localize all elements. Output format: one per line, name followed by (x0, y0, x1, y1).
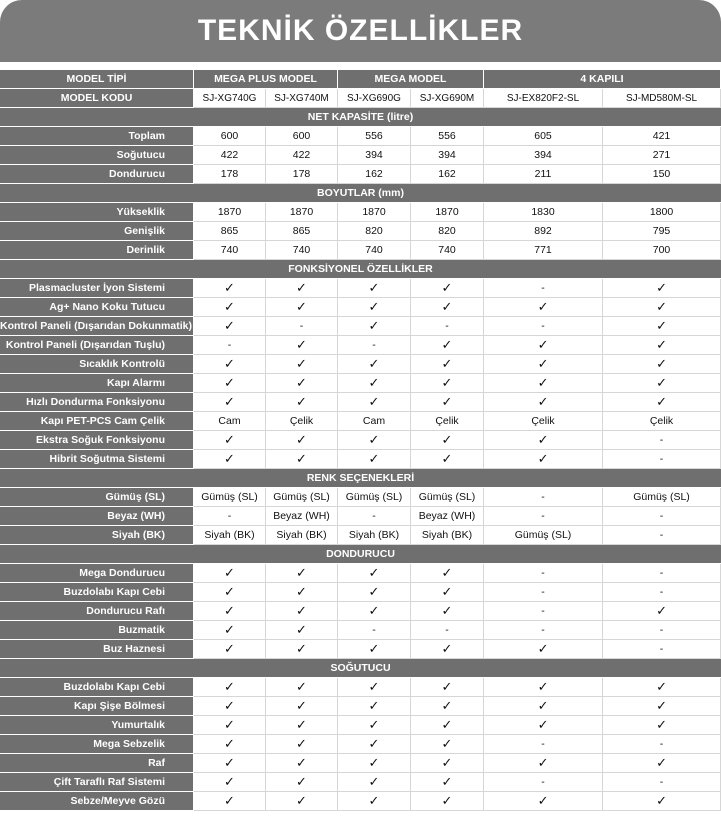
row-label: Buz Haznesi (0, 640, 194, 659)
row-label: Sıcaklık Kontrolü (0, 355, 194, 374)
check-icon: ✓ (338, 279, 411, 298)
table-row (0, 754, 721, 773)
table-row (0, 165, 721, 184)
check-icon: ✓ (266, 336, 338, 355)
check-icon: ✓ (266, 678, 338, 697)
row-label: Buzdolabı Kapı Cebi (0, 678, 194, 697)
check-icon: ✓ (266, 602, 338, 621)
table-cell: 394 (411, 146, 484, 165)
section-header-row (0, 108, 721, 127)
table-row (0, 640, 721, 659)
table-row (0, 355, 721, 374)
table-cell: 865 (266, 222, 338, 241)
row-label: Genişlik (0, 222, 194, 241)
check-icon: ✓ (411, 697, 484, 716)
table-cell: 740 (338, 241, 411, 260)
table-cell: - (484, 317, 603, 336)
check-icon: ✓ (603, 754, 721, 773)
table-cell: - (484, 583, 603, 602)
check-icon: ✓ (411, 792, 484, 811)
model-code: SJ-XG690M (411, 89, 484, 108)
table-row (0, 602, 721, 621)
table-cell: 740 (266, 241, 338, 260)
table-cell: 600 (266, 127, 338, 146)
check-icon: ✓ (484, 697, 603, 716)
check-icon: ✓ (194, 298, 266, 317)
check-icon: ✓ (411, 393, 484, 412)
table-row (0, 431, 721, 450)
table-cell: 421 (603, 127, 721, 146)
table-cell: - (603, 621, 721, 640)
table-cell: Çelik (484, 412, 603, 431)
check-icon: ✓ (484, 450, 603, 469)
section-header-row (0, 260, 721, 279)
check-icon: ✓ (266, 735, 338, 754)
row-label: Kontrol Paneli (Dışarıdan Tuşlu) (0, 336, 194, 355)
table-cell: 700 (603, 241, 721, 260)
table-cell: 1800 (603, 203, 721, 222)
check-icon: ✓ (266, 450, 338, 469)
group-4-kapili: 4 KAPILI (484, 70, 721, 89)
table-cell: Çelik (411, 412, 484, 431)
row-label: Kontrol Paneli (Dışarıdan Dokunmatik) (0, 317, 194, 336)
check-icon: ✓ (411, 678, 484, 697)
table-cell: Gümüş (SL) (338, 488, 411, 507)
check-icon: ✓ (194, 602, 266, 621)
table-cell: - (484, 279, 603, 298)
table-row (0, 146, 721, 165)
check-icon: ✓ (411, 298, 484, 317)
check-icon: ✓ (194, 431, 266, 450)
section-header-row (0, 659, 721, 678)
table-cell: - (484, 621, 603, 640)
model-code: SJ-MD580M-SL (603, 89, 721, 108)
model-code: SJ-EX820F2-SL (484, 89, 603, 108)
section-title: RENK SEÇENEKLERİ (0, 469, 721, 488)
check-icon: ✓ (603, 317, 721, 336)
check-icon: ✓ (266, 583, 338, 602)
table-row (0, 507, 721, 526)
check-icon: ✓ (194, 640, 266, 659)
table-row (0, 412, 721, 431)
table-cell: 178 (266, 165, 338, 184)
check-icon: ✓ (484, 716, 603, 735)
table-cell: 162 (411, 165, 484, 184)
table-row (0, 621, 721, 640)
table-row (0, 241, 721, 260)
table-row (0, 279, 721, 298)
table-cell: 865 (194, 222, 266, 241)
table-row (0, 697, 721, 716)
table-row (0, 374, 721, 393)
table-row (0, 488, 721, 507)
check-icon: ✓ (411, 279, 484, 298)
check-icon: ✓ (266, 279, 338, 298)
check-icon: ✓ (484, 678, 603, 697)
model-kodu-label: MODEL KODU (0, 89, 194, 108)
check-icon: ✓ (266, 564, 338, 583)
check-icon: ✓ (338, 431, 411, 450)
table-cell: - (603, 507, 721, 526)
check-icon: ✓ (411, 754, 484, 773)
table-cell: 605 (484, 127, 603, 146)
check-icon: ✓ (411, 716, 484, 735)
section-title: SOĞUTUCU (0, 659, 721, 678)
table-cell: - (484, 564, 603, 583)
table-cell: - (603, 431, 721, 450)
section-header-row (0, 184, 721, 203)
table-cell: - (484, 488, 603, 507)
check-icon: ✓ (338, 754, 411, 773)
table-cell: Beyaz (WH) (266, 507, 338, 526)
check-icon: ✓ (266, 792, 338, 811)
check-icon: ✓ (194, 279, 266, 298)
check-icon: ✓ (338, 602, 411, 621)
check-icon: ✓ (194, 773, 266, 792)
table-cell: - (484, 773, 603, 792)
check-icon: ✓ (411, 583, 484, 602)
title-bar (0, 0, 721, 62)
check-icon: ✓ (194, 697, 266, 716)
table-cell: Beyaz (WH) (411, 507, 484, 526)
check-icon: ✓ (603, 279, 721, 298)
check-icon: ✓ (411, 735, 484, 754)
section-title: DONDURUCU (0, 545, 721, 564)
check-icon: ✓ (484, 374, 603, 393)
row-label: Plasmacluster İyon Sistemi (0, 279, 194, 298)
table-cell: Gümüş (SL) (411, 488, 484, 507)
check-icon: ✓ (338, 735, 411, 754)
check-icon: ✓ (338, 355, 411, 374)
table-row (0, 526, 721, 545)
model-code: SJ-XG690G (338, 89, 411, 108)
row-label: Kapı Alarmı (0, 374, 194, 393)
table-cell: Gümüş (SL) (194, 488, 266, 507)
table-cell: Cam (338, 412, 411, 431)
check-icon: ✓ (411, 640, 484, 659)
check-icon: ✓ (194, 564, 266, 583)
table-row (0, 317, 721, 336)
check-icon: ✓ (338, 678, 411, 697)
row-label: Buzdolabı Kapı Cebi (0, 583, 194, 602)
table-cell: - (603, 564, 721, 583)
table-row (0, 222, 721, 241)
header-row-model-tipi (0, 70, 721, 89)
row-label: Sebze/Meyve Gözü (0, 792, 194, 811)
table-cell: 1870 (194, 203, 266, 222)
row-label: Yumurtalık (0, 716, 194, 735)
check-icon: ✓ (484, 431, 603, 450)
check-icon: ✓ (194, 621, 266, 640)
row-label: Derinlik (0, 241, 194, 260)
check-icon: ✓ (338, 716, 411, 735)
table-cell: 394 (338, 146, 411, 165)
table-cell: Siyah (BK) (338, 526, 411, 545)
page-title: TEKNİK ÖZELLİKLER (197, 14, 524, 47)
table-cell: 795 (603, 222, 721, 241)
check-icon: ✓ (338, 450, 411, 469)
table-cell: 271 (603, 146, 721, 165)
table-row (0, 127, 721, 146)
check-icon: ✓ (194, 792, 266, 811)
check-icon: ✓ (266, 298, 338, 317)
row-label: Ekstra Soğuk Fonksiyonu (0, 431, 194, 450)
check-icon: ✓ (266, 716, 338, 735)
check-icon: ✓ (484, 355, 603, 374)
table-row (0, 393, 721, 412)
table-cell: - (603, 773, 721, 792)
section-title: FONKSİYONEL ÖZELLİKLER (0, 260, 721, 279)
check-icon: ✓ (338, 393, 411, 412)
table-cell: 556 (411, 127, 484, 146)
table-cell: - (484, 507, 603, 526)
table-cell: 150 (603, 165, 721, 184)
table-cell: - (484, 602, 603, 621)
check-icon: ✓ (338, 374, 411, 393)
check-icon: ✓ (411, 431, 484, 450)
check-icon: ✓ (194, 450, 266, 469)
check-icon: ✓ (266, 393, 338, 412)
row-label: Yükseklik (0, 203, 194, 222)
table-cell: 162 (338, 165, 411, 184)
table-cell: - (194, 336, 266, 355)
check-icon: ✓ (484, 298, 603, 317)
row-label: Gümüş (SL) (0, 488, 194, 507)
table-row (0, 716, 721, 735)
table-cell: 1870 (338, 203, 411, 222)
check-icon: ✓ (194, 393, 266, 412)
table-cell: Siyah (BK) (194, 526, 266, 545)
table-row (0, 735, 721, 754)
check-icon: ✓ (338, 583, 411, 602)
table-cell: 178 (194, 165, 266, 184)
table-cell: 422 (266, 146, 338, 165)
check-icon: ✓ (338, 298, 411, 317)
check-icon: ✓ (266, 355, 338, 374)
table-cell: 820 (338, 222, 411, 241)
model-code: SJ-XG740G (194, 89, 266, 108)
check-icon: ✓ (411, 602, 484, 621)
row-label: Kapı PET-PCS Cam Çelik (0, 412, 194, 431)
table-cell: Çelik (603, 412, 721, 431)
check-icon: ✓ (484, 640, 603, 659)
table-row (0, 450, 721, 469)
check-icon: ✓ (603, 355, 721, 374)
table-cell: 1870 (411, 203, 484, 222)
check-icon: ✓ (266, 773, 338, 792)
check-icon: ✓ (603, 393, 721, 412)
table-row (0, 298, 721, 317)
check-icon: ✓ (194, 317, 266, 336)
table-cell: Gümüş (SL) (603, 488, 721, 507)
check-icon: ✓ (266, 374, 338, 393)
table-row (0, 203, 721, 222)
table-cell: - (194, 507, 266, 526)
table-cell: - (603, 735, 721, 754)
check-icon: ✓ (266, 754, 338, 773)
section-header-row (0, 469, 721, 488)
table-cell: Cam (194, 412, 266, 431)
table-cell: 892 (484, 222, 603, 241)
check-icon: ✓ (484, 754, 603, 773)
check-icon: ✓ (338, 564, 411, 583)
table-row (0, 583, 721, 602)
table-cell: 820 (411, 222, 484, 241)
row-label: Dondurucu (0, 165, 194, 184)
row-label: Dondurucu Rafı (0, 602, 194, 621)
table-row (0, 792, 721, 811)
check-icon: ✓ (603, 374, 721, 393)
check-icon: ✓ (266, 640, 338, 659)
check-icon: ✓ (411, 564, 484, 583)
section-header-row (0, 545, 721, 564)
model-tipi-label: MODEL TİPİ (0, 70, 194, 89)
table-cell: 394 (484, 146, 603, 165)
row-label: Hibrit Soğutma Sistemi (0, 450, 194, 469)
check-icon: ✓ (194, 735, 266, 754)
row-label: Çift Taraflı Raf Sistemi (0, 773, 194, 792)
check-icon: ✓ (338, 792, 411, 811)
table-cell: - (411, 317, 484, 336)
table-cell: 422 (194, 146, 266, 165)
row-label: Raf (0, 754, 194, 773)
group-mega-plus: MEGA PLUS MODEL (194, 70, 338, 89)
check-icon: ✓ (411, 374, 484, 393)
table-row (0, 336, 721, 355)
check-icon: ✓ (194, 355, 266, 374)
table-cell: 600 (194, 127, 266, 146)
table-cell: - (338, 507, 411, 526)
check-icon: ✓ (194, 754, 266, 773)
check-icon: ✓ (484, 336, 603, 355)
table-cell: - (484, 735, 603, 754)
check-icon: ✓ (266, 697, 338, 716)
table-cell: - (603, 450, 721, 469)
table-cell: Gümüş (SL) (484, 526, 603, 545)
table-cell: 740 (411, 241, 484, 260)
table-cell: Siyah (BK) (411, 526, 484, 545)
row-label: Hızlı Dondurma Fonksiyonu (0, 393, 194, 412)
table-cell: - (266, 317, 338, 336)
row-label: Siyah (BK) (0, 526, 194, 545)
row-label: Buzmatik (0, 621, 194, 640)
check-icon: ✓ (484, 393, 603, 412)
row-label: Toplam (0, 127, 194, 146)
check-icon: ✓ (411, 336, 484, 355)
row-label: Mega Dondurucu (0, 564, 194, 583)
table-cell: - (338, 336, 411, 355)
table-cell: 771 (484, 241, 603, 260)
check-icon: ✓ (484, 792, 603, 811)
check-icon: ✓ (338, 697, 411, 716)
row-label: Soğutucu (0, 146, 194, 165)
check-icon: ✓ (411, 773, 484, 792)
table-cell: 556 (338, 127, 411, 146)
check-icon: ✓ (603, 678, 721, 697)
table-cell: - (411, 621, 484, 640)
table-cell: - (603, 640, 721, 659)
check-icon: ✓ (603, 336, 721, 355)
table-cell: - (603, 526, 721, 545)
check-icon: ✓ (411, 450, 484, 469)
section-title: BOYUTLAR (mm) (0, 184, 721, 203)
table-cell: Çelik (266, 412, 338, 431)
table-cell: Siyah (BK) (266, 526, 338, 545)
check-icon: ✓ (338, 773, 411, 792)
check-icon: ✓ (603, 298, 721, 317)
group-mega: MEGA MODEL (338, 70, 484, 89)
check-icon: ✓ (603, 716, 721, 735)
section-title: NET KAPASİTE (litre) (0, 108, 721, 127)
table-cell: - (338, 621, 411, 640)
check-icon: ✓ (338, 317, 411, 336)
header-row-model-kodu (0, 89, 721, 108)
check-icon: ✓ (603, 602, 721, 621)
check-icon: ✓ (194, 716, 266, 735)
row-label: Ag+ Nano Koku Tutucu (0, 298, 194, 317)
table-cell: 740 (194, 241, 266, 260)
row-label: Kapı Şişe Bölmesi (0, 697, 194, 716)
check-icon: ✓ (411, 355, 484, 374)
check-icon: ✓ (266, 431, 338, 450)
check-icon: ✓ (603, 697, 721, 716)
table-cell: 1870 (266, 203, 338, 222)
table-row (0, 773, 721, 792)
check-icon: ✓ (266, 621, 338, 640)
table-cell: 211 (484, 165, 603, 184)
model-code: SJ-XG740M (266, 89, 338, 108)
check-icon: ✓ (603, 792, 721, 811)
spec-table (0, 70, 721, 811)
check-icon: ✓ (194, 678, 266, 697)
row-label: Mega Sebzelik (0, 735, 194, 754)
table-cell: - (603, 583, 721, 602)
table-cell: 1830 (484, 203, 603, 222)
check-icon: ✓ (338, 640, 411, 659)
table-row (0, 678, 721, 697)
row-label: Beyaz (WH) (0, 507, 194, 526)
check-icon: ✓ (194, 583, 266, 602)
check-icon: ✓ (194, 374, 266, 393)
table-row (0, 564, 721, 583)
table-cell: Gümüş (SL) (266, 488, 338, 507)
